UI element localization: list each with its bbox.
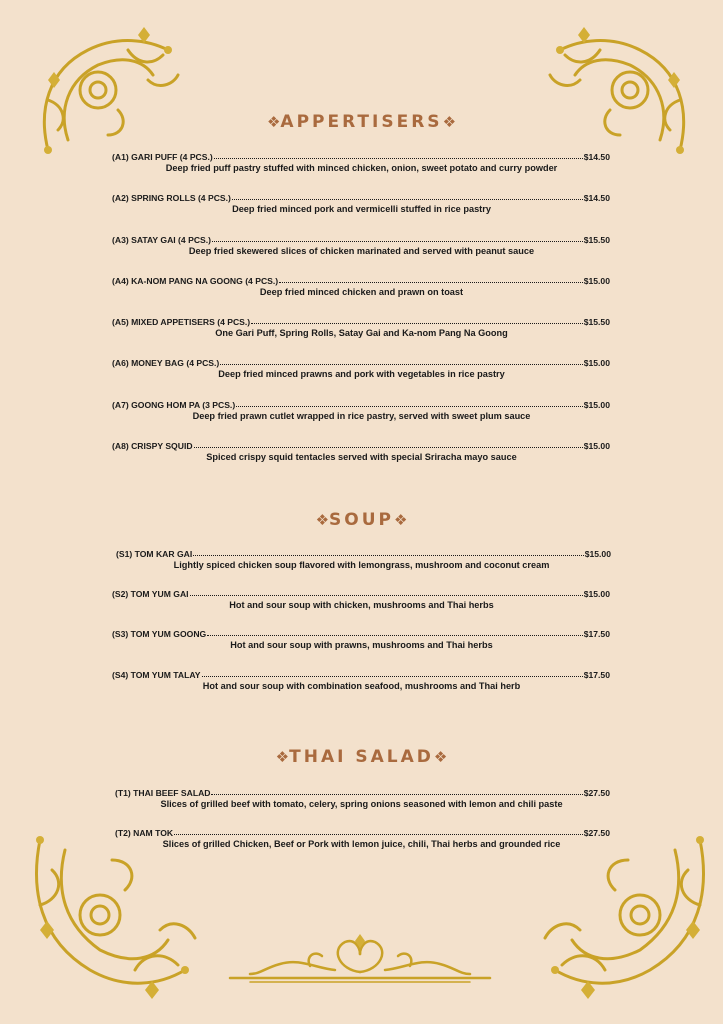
leader-dots <box>236 405 583 407</box>
four-diamond-ornament-icon: ❖ <box>442 113 457 131</box>
leader-dots <box>194 446 583 448</box>
item-price: $15.50 <box>583 235 610 245</box>
item-line <box>112 666 610 680</box>
section-title-appertisers <box>0 112 723 132</box>
item-price: $15.00 <box>584 549 611 559</box>
item-name: (A4) KA-NOM PANG NA GOONG (4 PCS.) <box>112 276 279 286</box>
item-price: $15.00 <box>583 441 610 451</box>
section-title-text: SOUP <box>329 510 394 530</box>
item-line <box>112 625 610 639</box>
section-title-text: THAI SALAD <box>289 747 434 767</box>
leader-dots <box>220 363 582 365</box>
item-description: Hot and sour soup with combination seafood, mushrooms and Thai herb <box>202 681 521 691</box>
item-name: (T2) NAM TOK <box>115 828 174 838</box>
item-line <box>115 824 610 838</box>
item-name: (A3) SATAY GAI (4 PCS.) <box>112 235 212 245</box>
item-description: Hot and sour soup with prawns, mushrooms and Thai herbs <box>230 640 493 650</box>
item-price: $15.00 <box>583 400 610 410</box>
item-name: (T1) THAI BEEF SALAD <box>115 788 211 798</box>
four-diamond-ornament-icon: ❖ <box>433 748 448 766</box>
item-name: (S4) TOM YUM TALAY <box>112 670 201 680</box>
leader-dots <box>232 198 583 200</box>
item-description: Deep fried minced pork and vermicelli stuffed in rice pastry <box>232 204 491 214</box>
leader-dots <box>190 594 583 596</box>
item-name: (A2) SPRING ROLLS (4 PCS.) <box>112 193 231 203</box>
item-line <box>112 313 610 327</box>
item-name: (A6) MONEY BAG (4 PCS.) <box>112 358 220 368</box>
item-name: (A5) MIXED APPETISERS (4 PCS.) <box>112 317 251 327</box>
section-title-thai-salad <box>0 747 723 767</box>
item-price: $27.50 <box>583 788 610 798</box>
leader-dots <box>279 281 583 283</box>
item-description: Deep fried skewered slices of chicken marinated and served with peanut sauce <box>188 246 535 256</box>
item-line <box>112 354 610 368</box>
item-price: $14.50 <box>583 152 610 162</box>
leader-dots <box>207 634 582 636</box>
four-diamond-ornament-icon: ❖ <box>393 511 408 529</box>
four-diamond-ornament-icon: ❖ <box>315 511 330 529</box>
leader-dots <box>193 554 583 556</box>
item-name: (S3) TOM YUM GOONG <box>112 629 207 639</box>
item-line <box>112 437 610 451</box>
item-line <box>112 272 610 286</box>
item-price: $17.50 <box>583 629 610 639</box>
item-description: Slices of grilled Chicken, Beef or Pork with lemon juice, chili, Thai herbs and grounded rice <box>162 839 561 849</box>
item-description: Slices of grilled beef with tomato, celery, spring onions seasoned with lemon and chili paste <box>160 799 563 809</box>
item-line <box>112 396 610 410</box>
item-name: (A7) GOONG HOM PA (3 PCS.) <box>112 400 236 410</box>
gold-filigree-divider-icon <box>220 930 500 990</box>
leader-dots <box>174 833 583 835</box>
item-description: Deep fried minced prawns and pork with vegetables in rice pastry <box>218 369 505 379</box>
item-description: Hot and sour soup with chicken, mushrooms and Thai herbs <box>229 600 494 610</box>
item-price: $15.50 <box>583 317 610 327</box>
item-name: (A1) GARI PUFF (4 PCS.) <box>112 152 213 162</box>
item-description: One Gari Puff, Spring Rolls, Satay Gai and Ka-nom Pang Na Goong <box>215 328 508 338</box>
item-price: $15.00 <box>583 276 610 286</box>
item-line <box>112 585 610 599</box>
item-line <box>112 148 610 162</box>
item-line <box>112 189 610 203</box>
four-diamond-ornament-icon: ❖ <box>266 113 281 131</box>
item-name: (S1) TOM KAR GAI <box>116 549 193 559</box>
item-price: $17.50 <box>583 670 610 680</box>
item-price: $15.00 <box>583 358 610 368</box>
item-name: (S2) TOM YUM GAI <box>112 589 189 599</box>
item-line <box>115 784 610 798</box>
leader-dots <box>202 675 583 677</box>
section-title-text: APPERTISERS <box>280 112 443 132</box>
item-description: Spiced crispy squid tentacles served with special Sriracha mayo sauce <box>206 452 517 462</box>
item-price: $14.50 <box>583 193 610 203</box>
item-price: $15.00 <box>583 589 610 599</box>
item-description: Deep fried puff pastry stuffed with minced chicken, onion, sweet potato and curry powder <box>165 163 558 173</box>
item-line <box>112 231 610 245</box>
item-description: Deep fried minced chicken and prawn on toast <box>259 287 464 297</box>
leader-dots <box>212 240 583 242</box>
item-description: Lightly spiced chicken soup flavored with lemongrass, mushroom and coconut cream <box>173 560 550 570</box>
leader-dots <box>214 157 583 159</box>
section-title-soup <box>0 510 723 530</box>
leader-dots <box>211 793 582 795</box>
item-description: Deep fried prawn cutlet wrapped in rice pastry, served with sweet plum sauce <box>192 411 531 421</box>
four-diamond-ornament-icon: ❖ <box>275 748 290 766</box>
item-name: (A8) CRISPY SQUID <box>112 441 193 451</box>
leader-dots <box>251 322 583 324</box>
item-line <box>116 545 611 559</box>
item-price: $27.50 <box>583 828 610 838</box>
